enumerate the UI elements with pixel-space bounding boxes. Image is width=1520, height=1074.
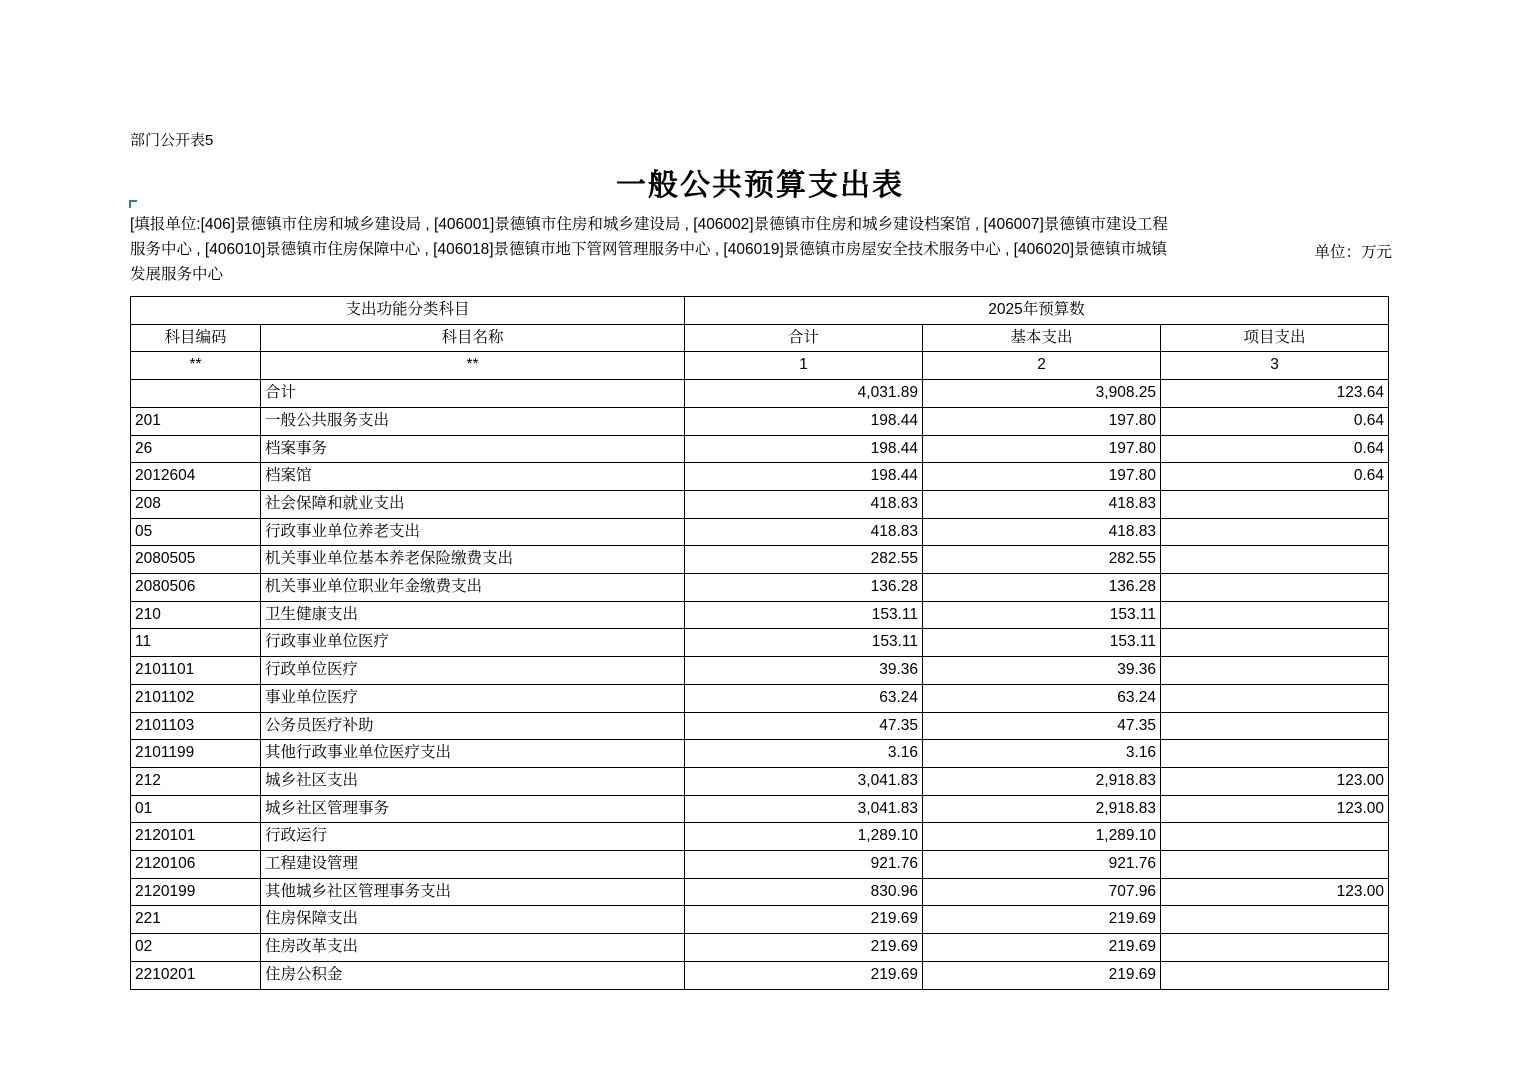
cell-basic-expenditure: 282.55	[923, 546, 1161, 574]
cell-project-expenditure	[1161, 490, 1389, 518]
cell-basic-expenditure: 418.83	[923, 518, 1161, 546]
cell-basic-expenditure: 219.69	[923, 906, 1161, 934]
cell-subject-name: 卫生健康支出	[261, 601, 685, 629]
cell-project-expenditure: 123.00	[1161, 767, 1389, 795]
cell-subject-name: 其他城乡社区管理事务支出	[261, 878, 685, 906]
cell-total: 198.44	[685, 435, 923, 463]
table-row	[131, 574, 1389, 602]
cell-subject-name: 行政单位医疗	[261, 657, 685, 685]
subheader-name: **	[261, 352, 685, 380]
group-header-right: 2025年预算数	[685, 297, 1389, 325]
table-row	[131, 435, 1389, 463]
table-group-header-row	[131, 297, 1389, 325]
subheader-code: **	[131, 352, 261, 380]
cell-project-expenditure	[1161, 961, 1389, 989]
cell-subject-code: 2101102	[131, 684, 261, 712]
cell-subject-name: 行政事业单位医疗	[261, 629, 685, 657]
cell-total: 219.69	[685, 961, 923, 989]
table-row	[131, 712, 1389, 740]
cell-subject-name: 行政运行	[261, 823, 685, 851]
table-row	[131, 490, 1389, 518]
table-row	[131, 906, 1389, 934]
cell-subject-code: 2120199	[131, 878, 261, 906]
cell-basic-expenditure: 197.80	[923, 463, 1161, 491]
cell-subject-code: 210	[131, 601, 261, 629]
cell-subject-name: 住房公积金	[261, 961, 685, 989]
cell-project-expenditure	[1161, 546, 1389, 574]
table-row	[131, 795, 1389, 823]
cell-basic-expenditure: 39.36	[923, 657, 1161, 685]
cell-subject-name: 住房保障支出	[261, 906, 685, 934]
cell-basic-expenditure: 197.80	[923, 407, 1161, 435]
cell-project-expenditure	[1161, 851, 1389, 879]
cell-project-expenditure	[1161, 657, 1389, 685]
table-row	[131, 380, 1389, 408]
cell-basic-expenditure: 47.35	[923, 712, 1161, 740]
table-row	[131, 823, 1389, 851]
cell-subject-name: 档案事务	[261, 435, 685, 463]
cell-project-expenditure	[1161, 934, 1389, 962]
cell-subject-name: 行政事业单位养老支出	[261, 518, 685, 546]
table-row	[131, 740, 1389, 768]
table-row	[131, 657, 1389, 685]
cell-subject-code: 05	[131, 518, 261, 546]
column-header-name: 科目名称	[261, 324, 685, 352]
cell-subject-code: 2120101	[131, 823, 261, 851]
table-row	[131, 684, 1389, 712]
cell-basic-expenditure: 707.96	[923, 878, 1161, 906]
cell-project-expenditure	[1161, 712, 1389, 740]
cell-total: 153.11	[685, 601, 923, 629]
table-row	[131, 546, 1389, 574]
cell-basic-expenditure: 3.16	[923, 740, 1161, 768]
cell-subject-code: 2080506	[131, 574, 261, 602]
table-row	[131, 601, 1389, 629]
column-header-basic: 基本支出	[923, 324, 1161, 352]
cell-basic-expenditure: 2,918.83	[923, 795, 1161, 823]
column-header-code: 科目编码	[131, 324, 261, 352]
filling-unit-note: [填报单位:[406]景德镇市住房和城乡建设局 , [406001]景德镇市住房和城乡建设局 , [406002]景德镇市住房和城乡建设档案馆 , [406007]景德镇市建设工程服务中心 , [406010]景德镇市住房保障中心 , [406018]景德镇市地下管网管理服务中心 , [406019]景德镇市房屋安全技术服务中心 , [406020]景德镇市城镇发展服务中心	[130, 216, 1168, 283]
cell-subject-name: 公务员医疗补助	[261, 712, 685, 740]
cell-subject-code: 01	[131, 795, 261, 823]
cell-total: 3,041.83	[685, 767, 923, 795]
table-column-header-row	[131, 324, 1389, 352]
cell-basic-expenditure: 197.80	[923, 435, 1161, 463]
cell-project-expenditure: 123.00	[1161, 878, 1389, 906]
cell-basic-expenditure: 1,289.10	[923, 823, 1161, 851]
cell-subject-code: 02	[131, 934, 261, 962]
cell-basic-expenditure: 2,918.83	[923, 767, 1161, 795]
table-row	[131, 934, 1389, 962]
cell-subject-code: 201	[131, 407, 261, 435]
table-subheader-row	[131, 352, 1389, 380]
cell-total: 3.16	[685, 740, 923, 768]
cell-subject-name: 城乡社区支出	[261, 767, 685, 795]
table-row	[131, 878, 1389, 906]
subheader-basic: 2	[923, 352, 1161, 380]
group-header-left: 支出功能分类科目	[131, 297, 685, 325]
column-header-total: 合计	[685, 324, 923, 352]
form-number: 部门公开表5	[130, 132, 214, 149]
cell-total: 198.44	[685, 463, 923, 491]
cell-subject-name: 城乡社区管理事务	[261, 795, 685, 823]
cell-total: 219.69	[685, 906, 923, 934]
cell-subject-name: 一般公共服务支出	[261, 407, 685, 435]
cell-basic-expenditure: 219.69	[923, 961, 1161, 989]
cell-total: 4,031.89	[685, 380, 923, 408]
budget-table	[130, 296, 1389, 990]
cell-subject-name: 档案馆	[261, 463, 685, 491]
cell-total: 63.24	[685, 684, 923, 712]
cell-total: 830.96	[685, 878, 923, 906]
cell-total: 1,289.10	[685, 823, 923, 851]
cell-subject-code: 26	[131, 435, 261, 463]
cell-total: 136.28	[685, 574, 923, 602]
cell-project-expenditure	[1161, 906, 1389, 934]
cell-subject-name: 机关事业单位职业年金缴费支出	[261, 574, 685, 602]
cell-total: 921.76	[685, 851, 923, 879]
table-row	[131, 961, 1389, 989]
cell-subject-name: 事业单位医疗	[261, 684, 685, 712]
cell-project-expenditure: 123.64	[1161, 380, 1389, 408]
cell-project-expenditure	[1161, 684, 1389, 712]
cell-basic-expenditure: 63.24	[923, 684, 1161, 712]
cell-subject-code: 2101101	[131, 657, 261, 685]
cell-subject-code: 212	[131, 767, 261, 795]
cell-subject-code	[131, 380, 261, 408]
cell-basic-expenditure: 418.83	[923, 490, 1161, 518]
table-row	[131, 851, 1389, 879]
cell-total: 418.83	[685, 518, 923, 546]
page-title: 一般公共预算支出表	[616, 169, 904, 202]
cell-total: 39.36	[685, 657, 923, 685]
cell-subject-code: 221	[131, 906, 261, 934]
cell-basic-expenditure: 219.69	[923, 934, 1161, 962]
cell-total: 3,041.83	[685, 795, 923, 823]
cell-project-expenditure: 0.64	[1161, 407, 1389, 435]
table-row	[131, 518, 1389, 546]
cell-basic-expenditure: 153.11	[923, 601, 1161, 629]
table-row	[131, 767, 1389, 795]
subheader-project: 3	[1161, 352, 1389, 380]
cell-subject-name: 社会保障和就业支出	[261, 490, 685, 518]
cell-subject-code: 2012604	[131, 463, 261, 491]
cell-total: 198.44	[685, 407, 923, 435]
cell-project-expenditure	[1161, 823, 1389, 851]
cell-project-expenditure: 0.64	[1161, 463, 1389, 491]
cell-project-expenditure	[1161, 518, 1389, 546]
cell-subject-name: 其他行政事业单位医疗支出	[261, 740, 685, 768]
cell-subject-code: 2120106	[131, 851, 261, 879]
cell-subject-code: 208	[131, 490, 261, 518]
subheader-total: 1	[685, 352, 923, 380]
cell-basic-expenditure: 3,908.25	[923, 380, 1161, 408]
cell-project-expenditure: 123.00	[1161, 795, 1389, 823]
cell-basic-expenditure: 921.76	[923, 851, 1161, 879]
cell-subject-code: 11	[131, 629, 261, 657]
cell-total: 153.11	[685, 629, 923, 657]
cell-project-expenditure: 0.64	[1161, 435, 1389, 463]
table-body	[131, 380, 1389, 989]
cell-subject-code: 2080505	[131, 546, 261, 574]
cell-subject-code: 2101199	[131, 740, 261, 768]
table-row	[131, 463, 1389, 491]
cell-total: 47.35	[685, 712, 923, 740]
cell-basic-expenditure: 136.28	[923, 574, 1161, 602]
cell-subject-code: 2210201	[131, 961, 261, 989]
cell-subject-name: 住房改革支出	[261, 934, 685, 962]
cell-basic-expenditure: 153.11	[923, 629, 1161, 657]
cell-subject-name: 工程建设管理	[261, 851, 685, 879]
cell-total: 282.55	[685, 546, 923, 574]
cell-project-expenditure	[1161, 601, 1389, 629]
cell-subject-code: 2101103	[131, 712, 261, 740]
cell-project-expenditure	[1161, 629, 1389, 657]
cell-subject-name: 机关事业单位基本养老保险缴费支出	[261, 546, 685, 574]
table-row	[131, 407, 1389, 435]
column-header-project: 项目支出	[1161, 324, 1389, 352]
cell-project-expenditure	[1161, 740, 1389, 768]
table-row	[131, 629, 1389, 657]
table-header	[131, 297, 1389, 380]
cell-total: 219.69	[685, 934, 923, 962]
cell-subject-name: 合计	[261, 380, 685, 408]
cell-project-expenditure	[1161, 574, 1389, 602]
cell-total: 418.83	[685, 490, 923, 518]
unit-note: 单位：万元	[1314, 244, 1392, 261]
